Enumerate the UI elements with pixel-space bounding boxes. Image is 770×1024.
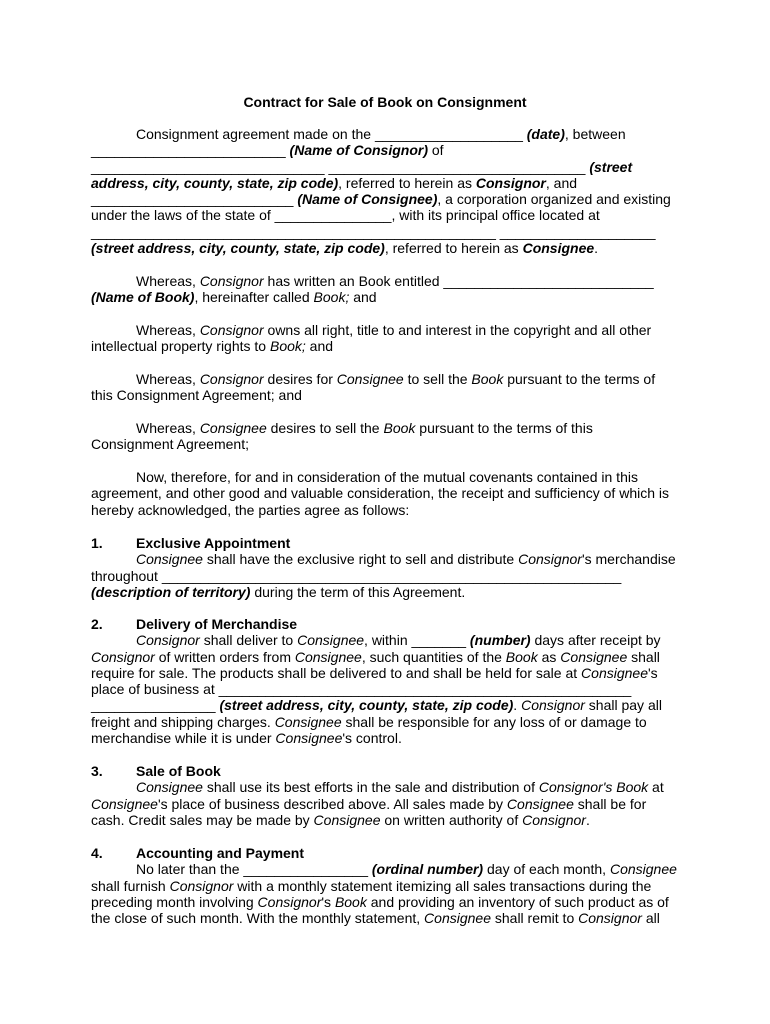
section-text: all [641, 910, 660, 927]
consignee-ref: Consignee [199, 420, 267, 436]
whereas-text: Whereas, [136, 322, 200, 338]
consignee-ref: Consignee [560, 648, 628, 665]
consignee-ref: Consignee [424, 910, 491, 927]
consignor-address-placeholder: (street address, city, county, state, zip code) [91, 158, 633, 191]
section-text: days after receipt by [530, 632, 661, 649]
intro-text: . [594, 240, 599, 257]
consignee-ref: Consignee [609, 861, 677, 878]
whereas-text: Whereas, [136, 371, 200, 387]
section-text: . [585, 811, 590, 828]
section-text: during the term of this Agreement. [250, 583, 466, 600]
consignee-ref: Consignee [506, 795, 574, 812]
intro-text: , and [545, 174, 578, 191]
territory-placeholder: (description of territory) [91, 583, 251, 600]
intro-paragraph [91, 126, 677, 256]
consignor-name-placeholder: (Name of Consignor) [289, 142, 428, 159]
consignor-ref: Consignor [136, 632, 200, 649]
number-blank: _______ [411, 632, 467, 649]
section-text: and providing an inventory of such product as of the close of such month. With the monthly statement, [91, 893, 669, 927]
section-3 [91, 763, 677, 828]
consignor-address-blank: _________________________________ [328, 158, 586, 175]
section-number: 4. [91, 845, 103, 861]
section-text: , within [364, 632, 412, 649]
whereas-text: and [305, 338, 334, 355]
consignee-ref: Consignee [313, 811, 381, 828]
section-text: of written orders from [154, 648, 295, 665]
section-text: shall have the exclusive right to sell and distribute [202, 551, 519, 568]
section-text: at [648, 779, 664, 796]
consignee-ref: Consignee [136, 551, 203, 568]
consignee-address-blank: ____________________________________________________ [91, 223, 496, 240]
section-text: 's merchandise throughout [91, 551, 676, 584]
intro-text: , with its principal office located at [391, 207, 600, 224]
ordinal-blank: ________________ [243, 861, 368, 878]
section-heading [91, 845, 677, 861]
whereas-text: pursuant to the terms of this Consignment Agreement; and [91, 371, 656, 404]
book-ref: Book [334, 893, 367, 910]
consignor-ref: Consignor [518, 551, 582, 568]
whereas-paragraph-2 [91, 322, 677, 355]
book-ref: Book [383, 420, 416, 436]
section-text: shall use its best efforts in the sale and distribution of [202, 779, 539, 796]
whereas-text: to sell the [403, 371, 472, 387]
date-placeholder: (date) [526, 126, 565, 142]
consignor-book-ref: Consignor's Book [538, 779, 649, 796]
business-address-placeholder: (street address, city, county, state, zip code) [219, 697, 514, 714]
section-text: shall furnish [91, 877, 170, 894]
date-blank: ___________________ [374, 126, 523, 142]
section-text: 's place of business at [91, 664, 658, 698]
section-text: No later than the [136, 861, 244, 878]
section-text: shall deliver to [199, 632, 298, 649]
section-heading [91, 616, 677, 632]
section-4 [91, 845, 677, 926]
section-title: Accounting and Payment [136, 845, 305, 861]
section-text: on written authority of [380, 811, 523, 828]
section-title: Delivery of Merchandise [136, 616, 298, 632]
consignor-address-blank: ______________________________ [91, 158, 325, 175]
now-therefore-text: Now, therefore, for and in consideration of the mutual covenants contained in this agreement, and other good and valuable consideration, the receipt and sufficiency of which is hereby acknowledged, the parties agree as follows: [91, 469, 669, 518]
section-number: 2. [91, 616, 103, 632]
consignee-name-blank: __________________________ [91, 191, 294, 208]
intro-text: , between [564, 126, 626, 142]
whereas-paragraph-4 [91, 420, 677, 453]
section-text: day of each month, [483, 861, 610, 878]
section-text: 's [321, 893, 335, 910]
consignor-ref: Consignor [257, 893, 322, 910]
whereas-text: has written an Book entitled [263, 273, 444, 289]
consignor-ref: Consignor [522, 811, 586, 828]
intro-text: Consignment agreement made on the [136, 126, 375, 142]
consignor-ref: Consignor [91, 648, 155, 665]
section-heading [91, 535, 677, 551]
consignee-ref: Consignee [136, 779, 203, 796]
whereas-paragraph-3 [91, 371, 677, 404]
intro-text: , referred to herein as [384, 240, 523, 257]
state-blank: _______________ [274, 207, 392, 224]
intro-text: of [428, 142, 444, 159]
section-text: shall be for cash. Credit sales may be made by [91, 795, 647, 828]
section-text: 's control. [342, 730, 402, 747]
consignor-ref: Consignor [199, 371, 264, 387]
consignee-ref: Consignee [91, 795, 158, 812]
consignor-ref: Consignor [199, 322, 264, 338]
section-text: shall be responsible for any loss of or damage to merchandise while it is under [91, 713, 647, 747]
whereas-paragraph-1 [91, 273, 677, 306]
whereas-text: desires for [263, 371, 337, 387]
consignee-ref: Consignee [522, 240, 595, 257]
section-2 [91, 616, 677, 746]
consignee-ref: Consignee [274, 713, 342, 730]
section-text: , such quantities of the [361, 648, 506, 665]
consignee-address-placeholder: (street address, city, county, state, zip code) [91, 240, 385, 257]
section-title: Exclusive Appointment [136, 535, 291, 551]
whereas-text: desires to sell the [266, 420, 384, 436]
whereas-text: owns all right, title to and interest in the copyright and all other intellectual property rights to [91, 322, 652, 355]
consignor-ref: Consignor [475, 174, 546, 191]
consignee-ref: Consignee [275, 730, 343, 747]
ordinal-placeholder: (ordinal number) [371, 861, 484, 878]
whereas-text: and [349, 289, 377, 306]
consignor-ref: Consignor [199, 273, 264, 289]
section-text: . [513, 697, 522, 714]
book-ref: Book [471, 371, 504, 387]
consignor-name-blank: _________________________ [91, 142, 286, 159]
section-number: 1. [91, 535, 103, 551]
section-text: 's place of business described above. All sales made by [157, 795, 507, 812]
whereas-text: Whereas, [136, 420, 200, 436]
section-title: Sale of Book [136, 763, 221, 779]
whereas-text: Whereas, [136, 273, 200, 289]
section-text: shall require for sale. The products shall be delivered to and shall be held for sale at [91, 648, 660, 681]
consignee-ref: Consignee [336, 371, 404, 387]
book-name-blank: ___________________________ [443, 273, 654, 289]
book-ref: Book [505, 648, 538, 665]
business-address-blank: _____________________________________________________ [218, 681, 632, 698]
consignor-ref: Consignor [169, 877, 234, 894]
consignee-ref: Consignee [297, 632, 365, 649]
number-placeholder: (number) [469, 632, 531, 649]
section-text: as [537, 648, 561, 665]
consignee-ref: Consignee [581, 664, 648, 681]
consignor-ref: Consignor [521, 697, 585, 714]
section-text: shall remit to [490, 910, 579, 927]
consignee-ref: Consignee [294, 648, 362, 665]
book-ref: Book; [269, 338, 306, 355]
consignor-ref: Consignor [578, 910, 642, 927]
book-ref: Book; [313, 289, 350, 306]
now-therefore-paragraph [91, 469, 677, 518]
territory-blank: ___________________________________________________________ [161, 567, 622, 584]
section-1 [91, 535, 677, 600]
consignee-address-blank: ____________________ [499, 223, 656, 240]
section-heading [91, 763, 677, 779]
business-address-blank: ________________ [91, 697, 216, 714]
book-name-placeholder: (Name of Book) [91, 289, 195, 306]
whereas-text: pursuant to the terms of this Consignment Agreement; [91, 420, 593, 453]
consignee-name-placeholder: (Name of Consignee) [297, 191, 438, 208]
intro-text: , referred to herein as [338, 174, 476, 191]
intro-text: , a corporation organized and existing under the laws of the state of [91, 191, 671, 224]
section-text: with a monthly statement itemizing all sales transactions during the preceding month involving [91, 877, 652, 910]
document-title: Contract for Sale of Book on Consignment [243, 94, 527, 110]
whereas-text: , hereinafter called [194, 289, 314, 306]
section-number: 3. [91, 763, 103, 779]
section-text: shall pay all freight and shipping charges. [91, 697, 662, 730]
